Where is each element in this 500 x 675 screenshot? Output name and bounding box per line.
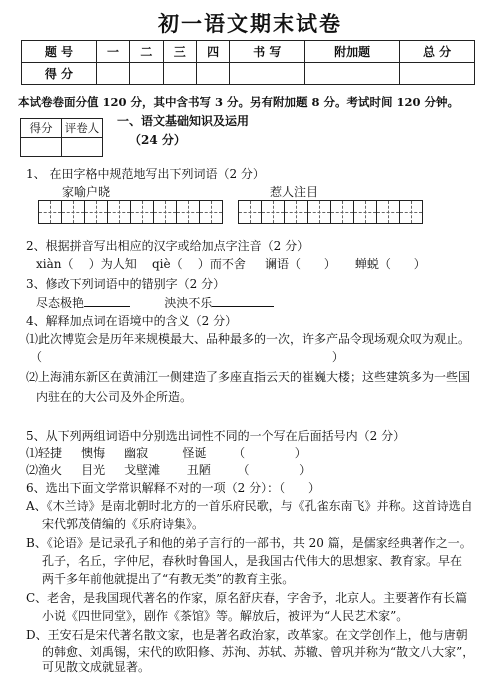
score-header-cell: 三 — [163, 41, 196, 63]
score-blank-cell[interactable] — [130, 63, 163, 85]
score-blank-cell[interactable] — [400, 63, 475, 85]
q6-option-c-line2: 小说《四世同堂》，剧作《茶馆》等。解放后，被评为“人民艺术家”。 — [42, 609, 409, 623]
q3-prompt: 3、修改下列词语中的错别字（2 分） — [26, 277, 226, 291]
tianzige-cell[interactable] — [308, 201, 331, 223]
exam-title: 初一语文期末试卷 — [158, 11, 342, 36]
q6-option-a-line1: A、《木兰诗》是南北朝时北方的一首乐府民歌，与《孔雀东南飞》并称。这首诗选自 — [26, 499, 473, 513]
score-table-header-row — [22, 41, 475, 63]
q5-prompt: 5、从下列两组词语中分别选出词性不同的一个写在后面括号内（2 分） — [26, 429, 406, 443]
tianzige-cell[interactable] — [154, 201, 177, 223]
q4-prompt: 4、解释加点词在语境中的含义（2 分） — [26, 314, 238, 328]
score-blank-cell[interactable] — [163, 63, 196, 85]
score-blank-cell[interactable] — [230, 63, 305, 85]
section-heading-score: （24 分） — [129, 133, 186, 147]
q5-group-2: ⑵渔火 目光 戈壁滩 丑陋 （ ） — [26, 463, 312, 477]
tianzige-cell[interactable] — [377, 201, 400, 223]
q6-option-d-line3: 可见散文成就显著。 — [42, 660, 151, 674]
q6-option-b-line2: 孔子，名丘，字仲尼，春秋时鲁国人，是我国古代伟大的思想家、教育家。早在 — [42, 554, 463, 568]
q6-option-b-line3: 两千多年前他就提出了“有教无类”的教育主张。 — [42, 572, 295, 586]
score-header-cell: 书 写 — [230, 41, 305, 63]
section-heading-title: 一、语文基础知识及运用 — [117, 114, 250, 128]
score-header-cell: 四 — [196, 41, 229, 63]
tianzige-cell[interactable] — [85, 201, 108, 223]
q6-prompt: 6、选出下面文学常识解释不对的一项（2 分）：（ ） — [26, 481, 320, 495]
tianzige-cell[interactable] — [39, 201, 62, 223]
q3-word1: 尽态极艳 — [36, 296, 85, 310]
tianzige-cell[interactable] — [239, 201, 262, 223]
score-blank-cell[interactable] — [96, 63, 129, 85]
grader-score-label: 得分 — [21, 119, 62, 138]
q1-word2: 惹人注目 — [270, 185, 319, 199]
score-row-label: 得 分 — [22, 63, 97, 85]
q3-answer-blank-2[interactable] — [212, 294, 274, 307]
section-heading — [117, 112, 249, 150]
tianzige-cell[interactable] — [62, 201, 85, 223]
tianzige-cell[interactable] — [400, 201, 422, 223]
q6-option-b-line1: B、《论语》是记录孔子和他的弟子言行的一部书，共 20 篇，是儒家经典著作之一。 — [26, 536, 472, 550]
grader-score-blank[interactable] — [21, 138, 62, 157]
tianzige-cell[interactable] — [177, 201, 200, 223]
q2-items: xiàn（ ）为人知 qiè（ ）而不舍 谰语（ ） 蝉蜕（ ） — [36, 257, 426, 271]
score-header-cell: 二 — [130, 41, 163, 63]
q4-sentence-1: ⑴此次博览会是历年来规模最大、品种最多的一次，许多产品令现场观众叹为观止。 — [26, 332, 471, 346]
q1-word1: 家喻户晓 — [62, 185, 111, 199]
q3-answer-blank-1[interactable] — [84, 294, 130, 307]
grader-name-label: 评卷人 — [62, 119, 103, 138]
score-table — [21, 40, 475, 85]
tianzige-cell[interactable] — [262, 201, 285, 223]
score-header-cell: 题 号 — [22, 41, 97, 63]
q4-sentence-2-cont: 内驻在的大公司及外企所造。 — [36, 390, 193, 404]
q1-prompt: 1、 在田字格中规范地写出下列词语（2 分） — [26, 167, 265, 181]
tianzige-cell[interactable] — [131, 201, 154, 223]
tianzige-cell[interactable] — [108, 201, 131, 223]
score-blank-cell[interactable] — [305, 63, 400, 85]
tianzige-grid-2[interactable] — [238, 200, 423, 224]
q4-answer-paren-1[interactable]: （ ） — [30, 350, 344, 364]
q6-option-d-line2: 的韩愈、刘禹锡，宋代的欧阳修、苏洵、苏轼、苏辙、曾巩并称为“散文八大家”， — [42, 645, 475, 659]
tianzige-cell[interactable] — [200, 201, 222, 223]
score-table-score-row — [22, 63, 475, 85]
score-header-cell: 附加题 — [305, 41, 400, 63]
q2-prompt: 2、根据拼音写出相应的汉字或给加点字注音（2 分） — [26, 239, 310, 253]
score-blank-cell[interactable] — [196, 63, 229, 85]
tianzige-cell[interactable] — [331, 201, 354, 223]
q4-sentence-2: ⑵上海浦东新区在黄浦江一侧建造了多座直指云天的崔巍大楼；这些建筑多为一些国 — [26, 370, 471, 384]
exam-intro: 本试卷卷面分值 120 分，其中含书写 3 分。另有附加题 8 分。考试时间 120 分钟。 — [18, 95, 460, 109]
grader-table — [20, 118, 103, 157]
tianzige-cell[interactable] — [285, 201, 308, 223]
q6-option-c-line1: C、老舍，是我国现代著名的作家，原名舒庆春，字舍予，北京人。主要著作有长篇 — [26, 591, 468, 605]
q5-group-1: ⑴轻捷 懊悔 幽寂 怪诞 （ ） — [26, 446, 307, 460]
tianzige-grid-1[interactable] — [38, 200, 223, 224]
q3-words — [36, 294, 274, 311]
q6-option-a-line2: 宋代郭茂倩编的《乐府诗集》。 — [42, 517, 205, 531]
score-header-cell: 总 分 — [400, 41, 475, 63]
score-header-cell: 一 — [96, 41, 129, 63]
grader-name-blank[interactable] — [62, 138, 103, 157]
q6-option-d-line1: D、王安石是宋代著名散文家，也是著名政治家，改革家。在文学创作上，他与唐朝 — [26, 628, 468, 642]
q3-word2: 泱泱不乐 — [164, 296, 213, 310]
tianzige-cell[interactable] — [354, 201, 377, 223]
